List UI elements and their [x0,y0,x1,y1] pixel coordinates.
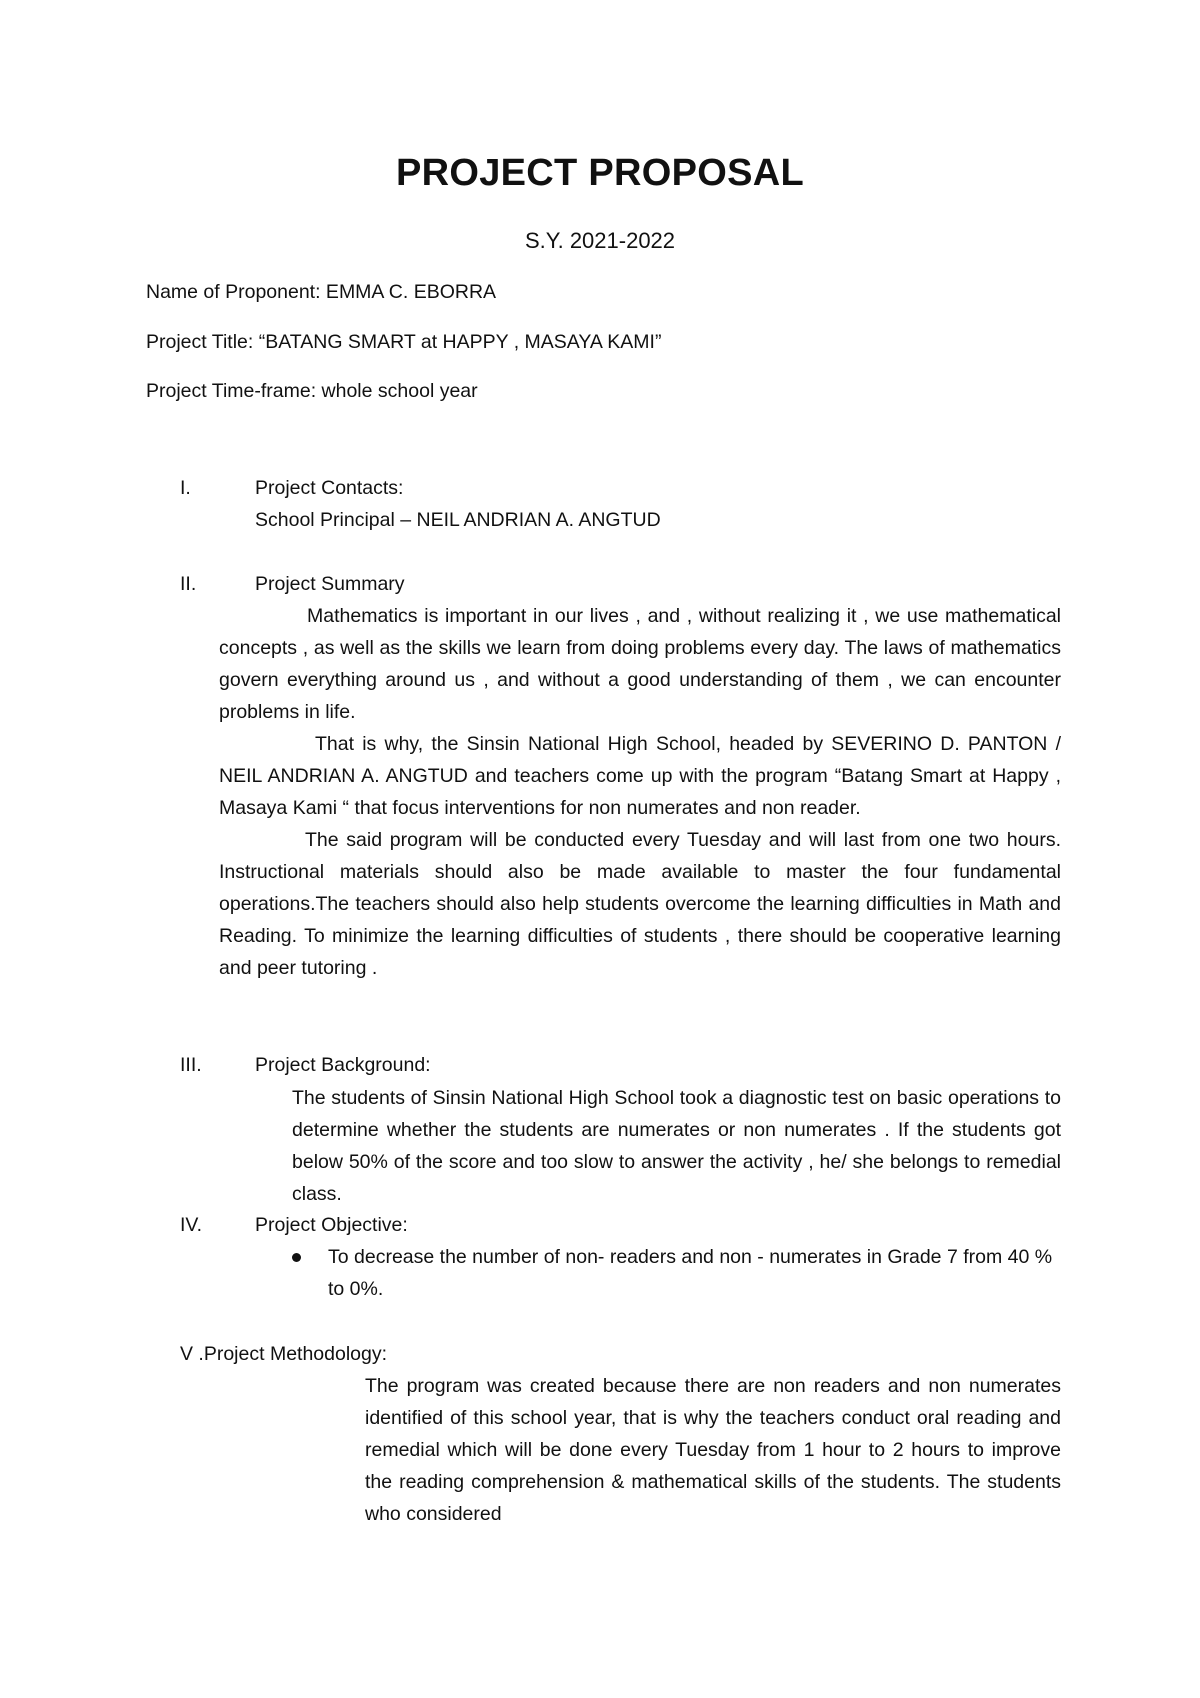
background-paragraph: The students of Sinsin National High School took a diagnostic test on basic operations to determine whether the students are numerates or non numerates . If the students got below 50% of the score and too slow to answer the activity , he/ she belongs to remedial class. [292,1087,1061,1205]
summary-paragraph-2: That is why, the Sinsin National High School, headed by SEVERINO D. PANTON / NEIL ANDRIAN A. ANGTUD and teachers come up with the program “Batang Smart at Happy , Masaya Kami “ that focus interventions for non numerates and non reader. [219,733,1061,819]
school-year: S.Y. 2021-2022 [524,228,676,253]
section-1-number: I. [180,477,191,499]
summary-paragraph-1: Mathematics is important in our lives , and , without realizing it , we use mathematical concepts , as well as the skills we learn from doing problems every day. The laws of mathematics govern everything around us , and without a good understanding of them , we can encounter problems in life. [219,605,1061,723]
section-5-heading: V .Project Methodology: [180,1343,388,1365]
document-title: PROJECT PROPOSAL [395,152,805,194]
section-4-number: IV. [180,1214,203,1236]
project-title-line: Project Title: “BATANG SMART at HAPPY , MASAYA KAMI” [146,331,662,353]
summary-body [219,600,1061,984]
section-2-heading: Project Summary [255,573,405,595]
section-3-heading: Project Background: [255,1054,431,1076]
summary-paragraph-3: The said program will be conducted every Tuesday and will last from one two hours. Instructional materials should also be made available to master the four fundamental operations.The teachers should also help students overcome the learning difficulties in Math and Reading. To minimize the learning difficulties of students , there should be cooperative learning and peer tutoring . [219,829,1061,979]
time-frame-line: Project Time-frame: whole school year [146,380,478,402]
section-1-heading: Project Contacts: [255,477,404,499]
methodology-paragraph: The program was created because there are non readers and non numerates identified of this school year, that is why the teachers conduct oral reading and remedial which will be done every Tuesday from 1 hour to 2 hours to improve the reading comprehension & mathematical skills of the students. The students who considered [365,1375,1061,1525]
section-2-number: II. [180,573,197,595]
methodology-body [365,1370,1061,1530]
section-3-number: III. [180,1054,202,1076]
principal-line: School Principal – NEIL ANDRIAN A. ANGTUD [255,509,661,531]
bullet-icon [292,1253,301,1262]
background-body [292,1082,1061,1210]
proponent-line: Name of Proponent: EMMA C. EBORRA [146,281,497,303]
objective-text: To decrease the number of non- readers and non - numerates in Grade 7 from 40 % to 0%. [328,1246,1053,1300]
section-4-heading: Project Objective: [255,1214,408,1236]
